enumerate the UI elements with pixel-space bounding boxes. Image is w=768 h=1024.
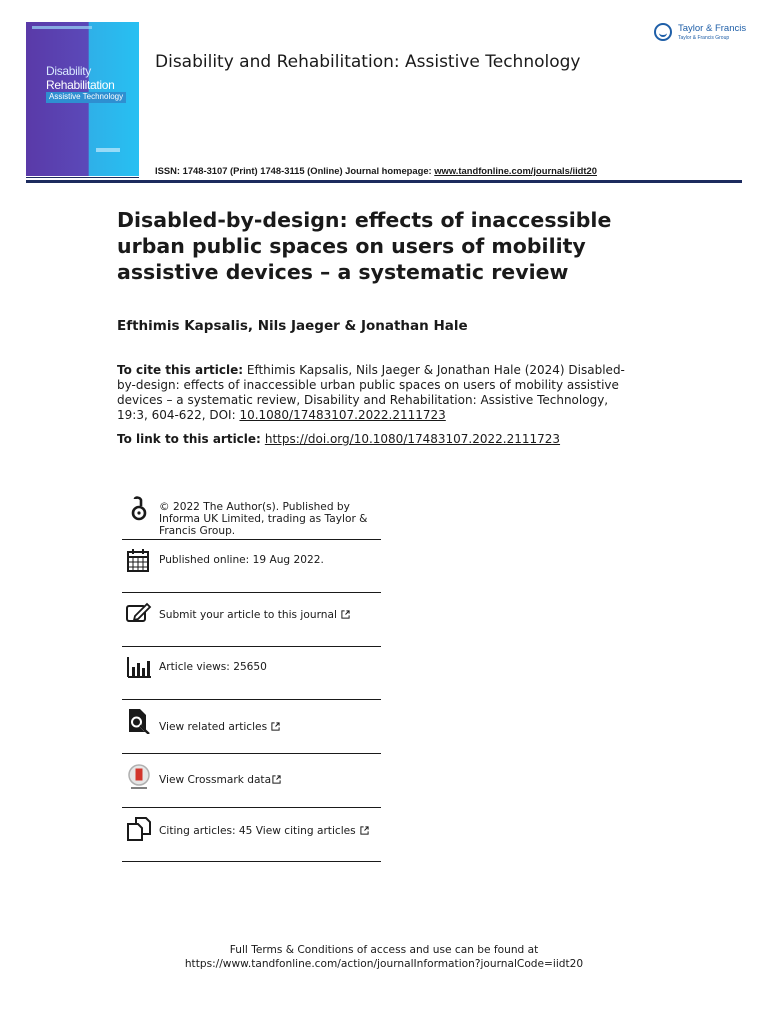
open-access-icon (126, 496, 152, 522)
cover-title-line3: Assistive Technology (46, 92, 126, 103)
bar-chart-icon (126, 655, 152, 681)
related-articles-link[interactable] (159, 721, 280, 733)
journal-homepage-link[interactable]: www.tandfonline.com/journals/iidt20 (434, 165, 597, 176)
publisher-subname: Taylor & Francis Group (678, 35, 730, 41)
published-date: Published online: 19 Aug 2022. (159, 554, 324, 566)
related-articles-row[interactable] (122, 700, 381, 754)
cover-title-line1: Disability (46, 64, 92, 78)
external-link-icon (271, 722, 280, 731)
article-metadata-list (122, 492, 381, 862)
cover-decoration (32, 26, 92, 29)
footer (0, 943, 768, 971)
citation-text: Efthimis Kapsalis, Nils Jaeger & Jonathan Hale (2024) Disabled-by-design: effects of inaccessible urban public spaces on users of mobility assistive devices – a systematic review, Disability and Rehabilitation: Assistive Technology, 19:3, 604-622, DOI: (117, 363, 625, 422)
citation-block (117, 363, 637, 423)
crossmark-label: View Crossmark data (159, 774, 272, 786)
article-link-label: To link to this article: (117, 432, 261, 446)
submit-article-link[interactable] (159, 609, 350, 621)
citation-label: To cite this article: (117, 363, 244, 377)
issn-text: ISSN: 1748-3107 (Print) 1748-3115 (Online) Journal homepage: (155, 165, 435, 176)
citing-articles-link[interactable] (159, 825, 369, 837)
article-link-block (117, 432, 560, 446)
journal-cover (26, 22, 139, 176)
external-link-icon (272, 775, 281, 784)
related-articles-label: View related articles (159, 721, 268, 733)
article-authors: Efthimis Kapsalis, Nils Jaeger & Jonathan Hale (117, 318, 468, 334)
search-document-icon (126, 708, 152, 734)
footer-terms-url[interactable]: https://www.tandfonline.com/action/journalInformation?journalCode=iidt20 (184, 958, 584, 970)
article-title: Disabled-by-design: effects of inaccessible urban public spaces on users of mobility assistive devices – a systematic review (117, 208, 612, 284)
header-divider-thin (26, 177, 139, 178)
issn-line (155, 165, 597, 176)
citing-articles-row[interactable] (122, 808, 381, 862)
calendar-icon (126, 548, 152, 574)
article-views-row (122, 647, 381, 700)
journal-title: Disability and Rehabilitation: Assistive Technology (155, 52, 581, 72)
submit-article-row[interactable] (122, 593, 381, 647)
footer-terms-text: Full Terms & Conditions of access and use can be found at (229, 944, 539, 956)
cover-publisher-mark (96, 148, 120, 152)
external-link-icon (360, 826, 369, 835)
citation-doi-link[interactable]: 10.1080/17483107.2022.2111723 (239, 408, 446, 422)
crossmark-icon (126, 764, 152, 790)
edit-icon (126, 601, 152, 627)
published-row (122, 540, 381, 593)
article-doi-link[interactable]: https://doi.org/10.1080/17483107.2022.2111723 (264, 432, 561, 446)
crossmark-link[interactable] (159, 774, 281, 786)
publisher-name: Taylor & Francis (678, 23, 747, 34)
cover-title-line2: Rehabilitation (46, 78, 115, 92)
open-access-text: © 2022 The Author(s). Published by Informa UK Limited, trading as Taylor & Francis Group. (159, 501, 368, 537)
header-divider (26, 180, 742, 183)
article-views-count: Article views: 25650 (159, 661, 267, 673)
open-access-row (122, 492, 381, 540)
taylor-francis-icon (654, 23, 672, 41)
external-link-icon (341, 610, 350, 619)
crossmark-row[interactable] (122, 754, 381, 808)
submit-article-label: Submit your article to this journal (159, 609, 337, 621)
citing-documents-icon (126, 816, 152, 842)
publisher-logo (654, 22, 746, 46)
citing-articles-label: Citing articles: 45 View citing articles (159, 825, 356, 837)
